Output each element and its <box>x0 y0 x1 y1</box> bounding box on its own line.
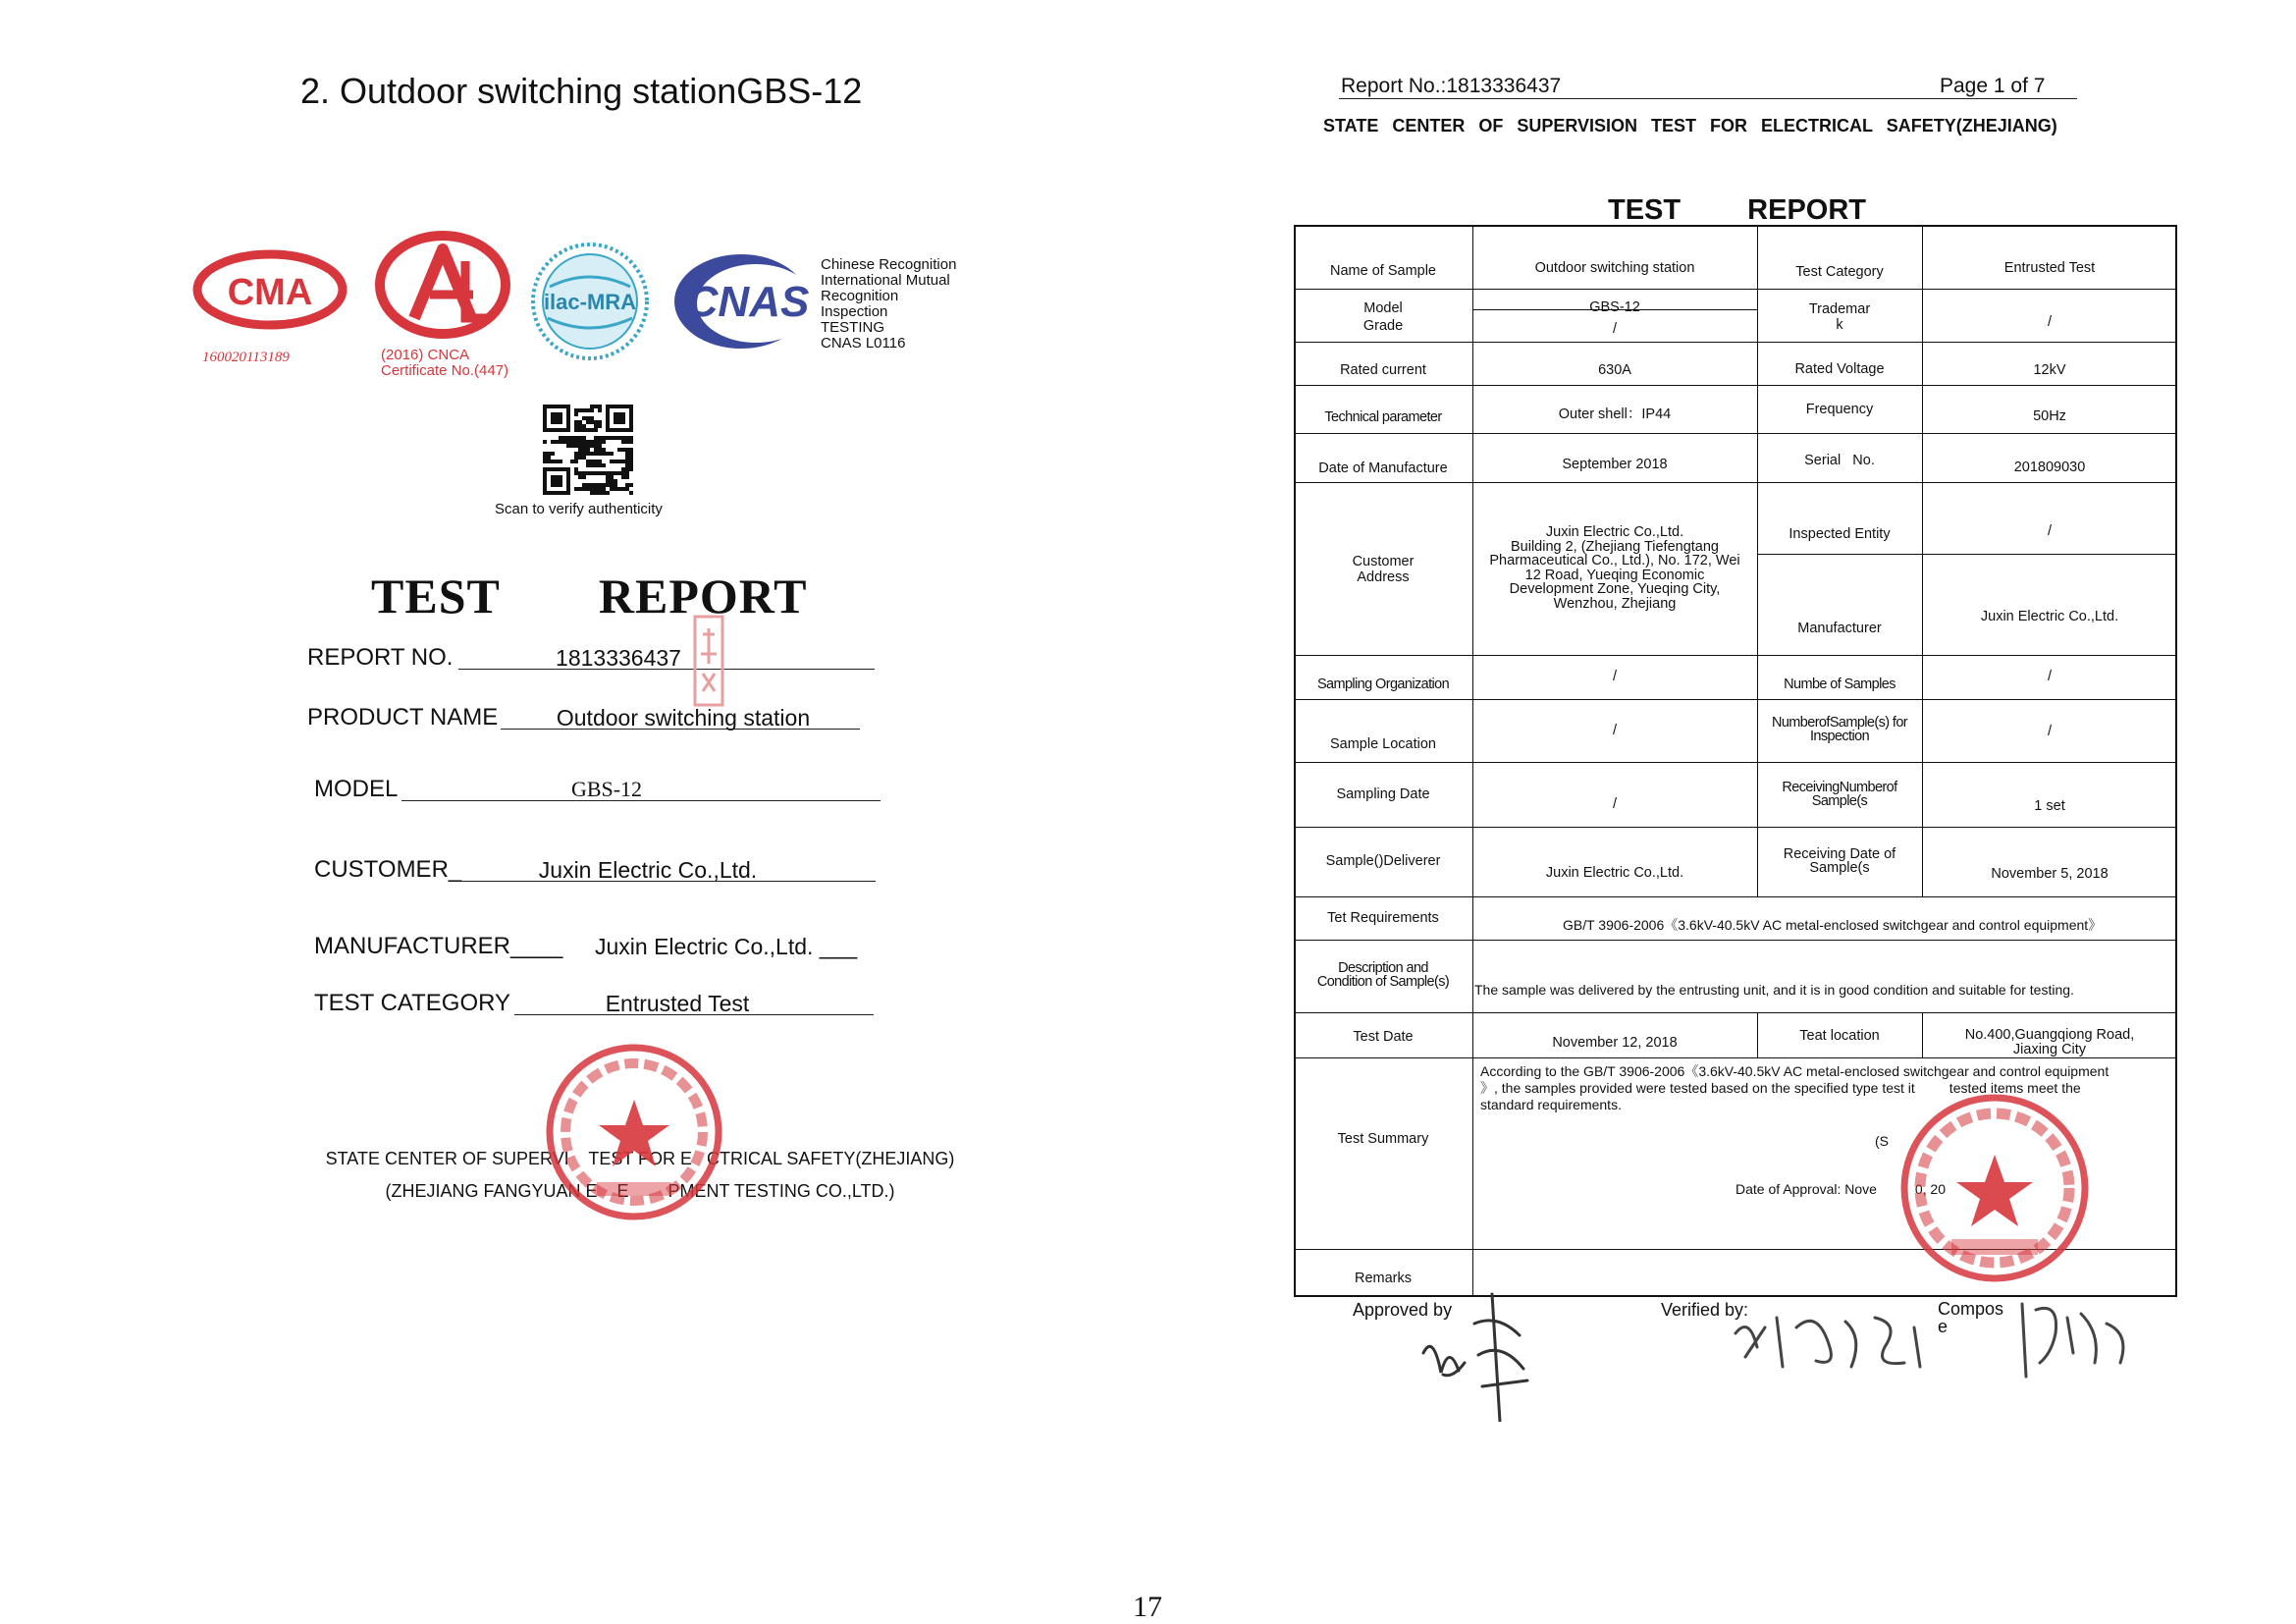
table-rule <box>1757 1012 1758 1057</box>
label-line: NumberofSample(s) for <box>1771 715 1908 731</box>
cell-label: Test Category <box>1795 264 1884 280</box>
cell-value: GB/T 3906-2006《3.6kV-40.5kV AC metal-enclosed switchgear and control equipment》 <box>1563 917 2103 933</box>
table-rule <box>1757 554 2177 555</box>
product-name-value: Outdoor switching station <box>556 705 811 731</box>
test-category-value: Entrusted Test <box>605 991 750 1016</box>
mutual-line: Recognition <box>821 288 899 304</box>
right-organization: STATE CENTER OF SUPERVISION TEST FOR ELECTRICAL SAFETY(ZHEJIANG) <box>1323 116 2057 135</box>
cell-label: Rated current <box>1340 362 1426 378</box>
cell-value: / <box>1612 796 1618 812</box>
cell-value: 12kV <box>2033 362 2066 378</box>
location-line: No.400,Guangqiong Road, <box>1964 1027 2135 1043</box>
cell-label: Address <box>1357 569 1410 585</box>
product-name-label: PRODUCT NAME <box>307 704 499 731</box>
approved-by-label: Approved by <box>1353 1300 1453 1320</box>
cell-value: / <box>2047 724 2053 739</box>
cal-caption-line: (2016) CNCA <box>381 347 470 363</box>
label-line: Description and <box>1338 960 1428 976</box>
summary-line: According to the GB/T 3906-2006《3.6kV-40.5kV AC metal-enclosed switchgear and control equipment <box>1480 1063 2109 1079</box>
table-rule <box>1294 827 2177 828</box>
address-line: Building 2, (Zhejiang Tiefengtang <box>1510 538 1719 555</box>
cell-label: Sampling Organization <box>1316 677 1450 692</box>
right-report-title: TEST REPORT <box>1608 194 1867 226</box>
compose-line: Compos <box>1938 1299 2004 1319</box>
page-indicator: Page 1 of 7 <box>1940 75 2046 97</box>
location-line: Jiaxing City <box>2012 1042 2087 1057</box>
section-heading: 2. Outdoor switching stationGBS-12 <box>300 71 863 111</box>
cell-label <box>1759 847 1920 875</box>
label-line: ReceivingNumberof <box>1782 780 1897 795</box>
label-line: Sample(s <box>1809 860 1870 876</box>
cell-label: Remarks <box>1354 1271 1412 1286</box>
title-word: TEST <box>371 568 501 623</box>
svg-text:ilac-MRA: ilac-MRA <box>543 290 637 314</box>
cell-label: Frequency <box>1805 402 1874 417</box>
report-title <box>371 568 905 624</box>
cell-value: Juxin Electric Co.,Ltd. <box>1545 865 1684 881</box>
cell-label: Grade <box>1362 318 1404 334</box>
cell-value: Juxin Electric Co.,Ltd. <box>1980 609 2119 624</box>
customer-address <box>1474 525 1755 611</box>
cell-value: November 12, 2018 <box>1552 1035 1678 1051</box>
header-rule <box>1339 98 2077 99</box>
cell-label: Name of Sample <box>1330 263 1436 279</box>
mutual-line: TESTING <box>821 319 885 336</box>
label-line: Sample(s <box>1811 793 1868 809</box>
official-seal-stamp <box>1895 1090 2095 1286</box>
cell-label: Model <box>1363 300 1403 316</box>
cell-value: / <box>2047 523 2053 539</box>
compose-label <box>1938 1300 2003 1335</box>
verified-by-label: Verified by: <box>1661 1300 1749 1320</box>
org-line: STATE CENTER OF SUPERVI TEST FOR E CTRICAL SAFETY(ZHEJIANG) <box>325 1149 955 1168</box>
cell-label: Teat location <box>1799 1028 1880 1044</box>
customer-value: Juxin Electric Co.,Ltd. <box>538 857 758 883</box>
cell-label: Sampling Date <box>1336 786 1430 802</box>
cell-label: Customer <box>1352 554 1415 569</box>
test-category-label: TEST CATEGORY <box>314 990 511 1016</box>
summary-line: standard requirements. <box>1480 1097 1622 1112</box>
cal-logo <box>371 228 514 342</box>
table-rule <box>1294 385 2177 386</box>
svg-text:CMA: CMA <box>227 272 313 313</box>
ilac-mra-logo <box>526 238 654 365</box>
label-line: Receiving Date of <box>1783 846 1896 862</box>
cell-label: Rated Voltage <box>1794 361 1885 377</box>
table-rule <box>1757 225 1758 896</box>
cell-value: November 5, 2018 <box>1991 866 2109 882</box>
report-no-value: 1813336437 <box>556 645 681 671</box>
cell-value: 630A <box>1598 362 1631 378</box>
page-number: 17 <box>1133 1591 1162 1623</box>
scan-verify-text: Scan to verify authenticity <box>495 501 663 517</box>
summary-stamp-text: (S <box>1875 1133 1889 1149</box>
title-word: REPORT <box>598 568 808 623</box>
manufacturer-label: MANUFACTURER____ <box>314 933 563 959</box>
cma-number: 160020113189 <box>202 350 290 365</box>
cell-value: 1 set <box>2034 798 2065 814</box>
cal-caption <box>381 348 508 379</box>
cell-value: / <box>2047 669 2053 684</box>
cell-value: The sample was delivered by the entrusting unit, and it is in good condition and suitable for testing. <box>1474 982 2074 998</box>
cell-label: Inspected Entity <box>1789 526 1891 542</box>
table-rule <box>1294 433 2177 434</box>
address-line: Juxin Electric Co.,Ltd. <box>1545 524 1684 540</box>
cell-value: / <box>1612 321 1618 337</box>
label-line: Condition of Sample(s) <box>1316 974 1450 990</box>
cell-label: Sample()Deliverer <box>1325 853 1441 869</box>
composer-signature <box>2012 1294 2140 1382</box>
cell-value: Entrusted Test <box>2003 260 2096 276</box>
table-rule <box>1294 762 2177 763</box>
mutual-recognition-text <box>821 257 956 352</box>
cell-label: Trademar <box>1808 301 1871 317</box>
cell-label <box>1759 716 1920 743</box>
cell-label: Serial No. <box>1804 453 1875 468</box>
table-rule <box>1922 225 1923 896</box>
compose-line: e <box>1938 1317 1949 1336</box>
cell-value: Outdoor switching station <box>1534 260 1695 276</box>
mutual-line: Inspection <box>821 303 888 320</box>
cal-caption-line: Certificate No.(447) <box>381 362 509 379</box>
side-seal-stamp <box>691 615 726 707</box>
address-line: Pharmaceutical Co., Ltd.), No. 172, Wei <box>1489 553 1740 568</box>
table-rule <box>1294 940 2177 941</box>
cell-label <box>1759 781 1920 808</box>
cell-value: / <box>2047 314 2053 330</box>
cell-value: GBS-12 <box>1589 299 1640 315</box>
cma-logo <box>192 247 347 332</box>
table-rule <box>1294 482 2177 483</box>
cnas-logo <box>669 247 813 355</box>
table-rule <box>1294 1012 2177 1013</box>
table-rule <box>1294 896 2177 897</box>
cell-value <box>1924 1028 2175 1057</box>
cell-value: / <box>1612 723 1618 738</box>
cell-label: Technical parameter <box>1324 409 1442 425</box>
cell-value: September 2018 <box>1562 457 1668 472</box>
cell-label: Numbe of Samples <box>1784 677 1896 692</box>
official-seal-stamp <box>542 1039 726 1225</box>
label-line: Inspection <box>1809 729 1870 744</box>
table-rule <box>1294 289 2177 290</box>
address-line: Wenzhou, Zhejiang <box>1553 595 1677 612</box>
table-rule <box>1294 1057 2177 1058</box>
manufacturer-value: Juxin Electric Co.,Ltd. ___ <box>595 934 858 959</box>
cell-label: Date of Manufacture <box>1318 460 1448 476</box>
cell-value: 201809030 <box>2013 460 2086 475</box>
mutual-line: International Mutual <box>821 272 950 289</box>
address-line: 12 Road, Yueqing Economic <box>1524 567 1705 583</box>
cell-value: / <box>1612 669 1618 684</box>
verifier-signature <box>1728 1298 1934 1377</box>
table-rule <box>1294 699 2177 700</box>
cell-label: Tet Requirements <box>1327 910 1439 926</box>
cell-label: k <box>1836 317 1843 333</box>
report-number-header: Report No.:1813336437 <box>1341 75 1562 97</box>
cell-label: Sample Location <box>1329 736 1436 752</box>
cell-label: Test Summary <box>1337 1131 1429 1147</box>
qr-code[interactable] <box>543 405 633 495</box>
mutual-line: CNAS L0116 <box>821 335 906 352</box>
customer-label: CUSTOMER_ <box>314 856 462 883</box>
address-line: Development Zone, Yueqing City, <box>1509 581 1721 597</box>
table-rule <box>1294 655 2177 656</box>
report-no-label: REPORT NO. <box>307 644 454 671</box>
approver-signature <box>1414 1284 1541 1422</box>
cell-label <box>1296 961 1470 989</box>
cell-value: Outer shell：IP44 <box>1558 406 1672 422</box>
cell-label: Test Date <box>1353 1029 1414 1045</box>
org-line: (ZHEJIANG FANGYUAN E E PMENT TESTING CO.,LTD.) <box>385 1181 895 1201</box>
model-label: MODEL <box>314 776 399 802</box>
model-value: GBS-12 <box>570 777 643 801</box>
summary-line: 》, the samples provided were tested based on the specified type test it tested items meet the <box>1480 1080 2081 1096</box>
table-rule <box>1472 225 1473 1297</box>
cell-label: Manufacturer <box>1797 621 1882 636</box>
cell-value: 50Hz <box>2033 408 2066 424</box>
approval-date: Date of Approval: Nove 0, 20 <box>1735 1181 1947 1197</box>
mutual-line: Chinese Recognition <box>821 256 957 273</box>
table-rule <box>1294 342 2177 343</box>
svg-text:CNAS: CNAS <box>686 278 810 326</box>
table-rule <box>1922 1012 1923 1057</box>
